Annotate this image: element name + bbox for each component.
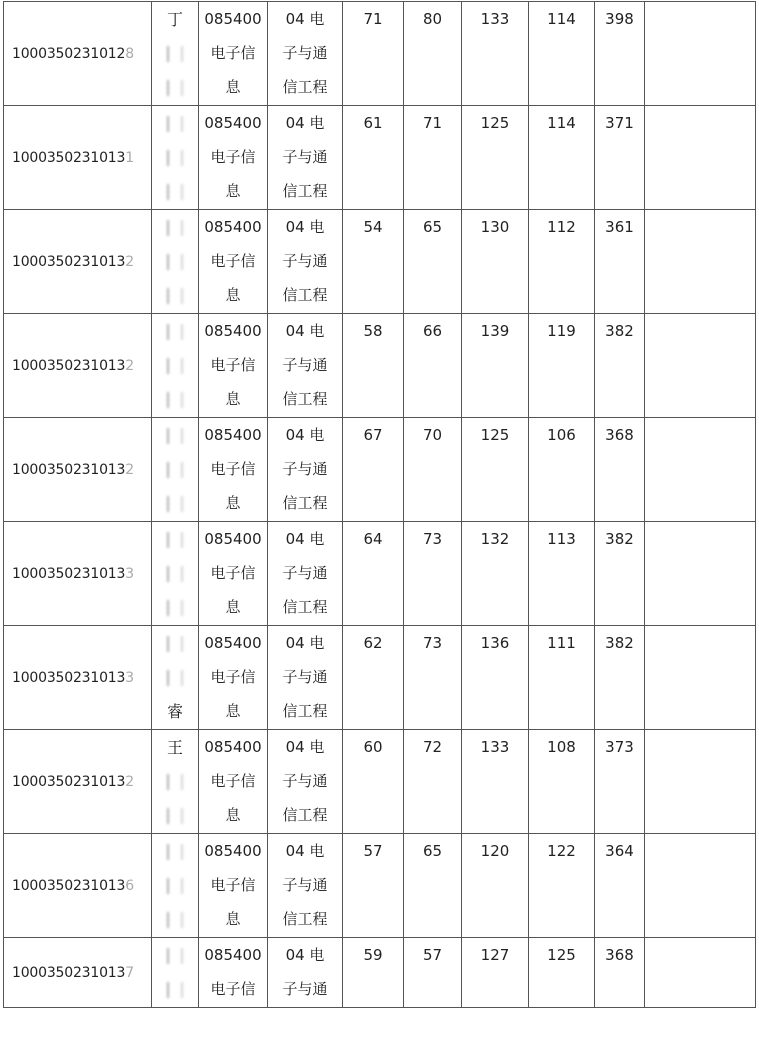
program-code-line: 息 [225, 598, 241, 616]
program-code-line: 息 [225, 286, 241, 304]
research-direction-line: 04 电 [285, 10, 325, 28]
candidate-id [4, 314, 152, 418]
research-direction-line: 信工程 [282, 286, 328, 304]
score-math: 130 [462, 210, 529, 314]
score-table [3, 1, 756, 1008]
program-code-line: 085400 [204, 842, 262, 860]
redacted-mark [167, 566, 183, 582]
redacted-mark [167, 670, 183, 686]
score-professional: 114 [529, 2, 595, 106]
remark-cell [645, 730, 756, 834]
redacted-mark [167, 428, 183, 444]
score-politics: 64 [343, 522, 404, 626]
redacted-mark [167, 636, 183, 652]
score-math: 133 [462, 730, 529, 834]
score-politics: 59 [343, 938, 404, 1008]
candidate-name [152, 938, 199, 1008]
program-code-line: 电子信 [210, 772, 256, 790]
redacted-mark [167, 80, 183, 96]
redacted-mark [167, 220, 183, 236]
table-body [4, 2, 756, 1008]
redacted-mark [167, 46, 183, 62]
redacted-mark [167, 844, 183, 860]
research-direction-line: 子与通 [282, 668, 328, 686]
program-code-line: 息 [225, 910, 241, 928]
score-politics: 58 [343, 314, 404, 418]
score-english: 65 [404, 210, 462, 314]
candidate-name [152, 106, 199, 210]
redacted-mark [167, 948, 183, 964]
candidate-id-tail: 7 [125, 964, 134, 981]
candidate-id [4, 2, 152, 106]
name-char [152, 383, 198, 417]
research-direction-line: 04 电 [285, 738, 325, 756]
name-char [152, 107, 198, 141]
research-direction-line: 子与通 [282, 980, 328, 998]
name-char [152, 245, 198, 279]
research-direction [268, 522, 343, 626]
score-total: 361 [595, 210, 645, 314]
remark-cell [645, 938, 756, 1008]
candidate-id-text: 1000350231013 [12, 565, 126, 582]
research-direction-line: 子与通 [282, 876, 328, 894]
score-professional: 119 [529, 314, 595, 418]
candidate-id [4, 834, 152, 938]
candidate-id-text: 1000350231013 [12, 149, 126, 166]
program-code-line: 电子信 [210, 980, 256, 998]
research-direction-line: 04 电 [285, 322, 325, 340]
candidate-id [4, 418, 152, 522]
score-professional: 112 [529, 210, 595, 314]
research-direction-line: 04 电 [285, 530, 325, 548]
remark-cell [645, 418, 756, 522]
redacted-mark [167, 496, 183, 512]
name-char [152, 453, 198, 487]
program-code [199, 522, 268, 626]
program-code-line: 电子信 [210, 252, 256, 270]
score-english: 80 [404, 2, 462, 106]
remark-cell [645, 210, 756, 314]
candidate-id-tail: 2 [125, 253, 134, 270]
name-char: 睿 [166, 702, 183, 721]
program-code-line: 息 [225, 390, 241, 408]
program-code [199, 730, 268, 834]
candidate-id-tail: 3 [125, 565, 134, 582]
research-direction-line: 04 电 [285, 946, 325, 964]
program-code [199, 106, 268, 210]
score-math: 125 [462, 418, 529, 522]
research-direction-line: 信工程 [282, 390, 328, 408]
candidate-name [152, 210, 199, 314]
redacted-mark [167, 462, 183, 478]
name-char [152, 279, 198, 313]
program-code-line: 085400 [204, 530, 262, 548]
candidate-id [4, 106, 152, 210]
candidate-id [4, 626, 152, 730]
remark-cell [645, 2, 756, 106]
score-professional: 113 [529, 522, 595, 626]
program-code-line: 085400 [204, 426, 262, 444]
score-english: 66 [404, 314, 462, 418]
research-direction [268, 834, 343, 938]
research-direction-line: 04 电 [285, 634, 325, 652]
program-code-line: 085400 [204, 322, 262, 340]
candidate-id-text: 1000350231013 [12, 357, 126, 374]
score-english: 70 [404, 418, 462, 522]
candidate-name [152, 2, 199, 106]
name-char: 丁 [166, 10, 183, 29]
program-code-line: 电子信 [210, 668, 256, 686]
score-math: 127 [462, 938, 529, 1008]
score-total: 371 [595, 106, 645, 210]
research-direction-line: 子与通 [282, 148, 328, 166]
research-direction [268, 314, 343, 418]
research-direction-line: 04 电 [285, 842, 325, 860]
research-direction-line: 04 电 [285, 218, 325, 236]
score-total: 382 [595, 522, 645, 626]
candidate-id [4, 210, 152, 314]
score-english: 72 [404, 730, 462, 834]
candidate-name [152, 730, 199, 834]
research-direction-line: 子与通 [282, 356, 328, 374]
research-direction [268, 730, 343, 834]
candidate-id-tail: 8 [125, 45, 134, 62]
name-char [152, 315, 198, 349]
program-code-line: 085400 [204, 218, 262, 236]
program-code-line: 电子信 [210, 564, 256, 582]
research-direction [268, 2, 343, 106]
program-code [199, 626, 268, 730]
research-direction-line: 04 电 [285, 114, 325, 132]
candidate-id [4, 522, 152, 626]
name-char [152, 591, 198, 625]
program-code [199, 2, 268, 106]
name-char [152, 973, 198, 1007]
redacted-mark [167, 774, 183, 790]
name-char [152, 627, 198, 661]
score-professional: 106 [529, 418, 595, 522]
redacted-mark [167, 116, 183, 132]
candidate-name [152, 418, 199, 522]
program-code-line: 085400 [204, 114, 262, 132]
name-char: 王 [166, 738, 183, 757]
name-char [152, 903, 198, 937]
score-math: 120 [462, 834, 529, 938]
program-code-line: 085400 [204, 634, 262, 652]
candidate-id-tail: 2 [125, 773, 134, 790]
research-direction-line: 信工程 [282, 494, 328, 512]
name-char [152, 557, 198, 591]
name-char [152, 141, 198, 175]
table-row [4, 2, 756, 106]
table-row [4, 730, 756, 834]
program-code-line: 息 [225, 702, 241, 720]
research-direction-line: 子与通 [282, 44, 328, 62]
redacted-mark [167, 878, 183, 894]
score-math: 133 [462, 2, 529, 106]
name-char [152, 419, 198, 453]
research-direction-line: 子与通 [282, 772, 328, 790]
program-code [199, 938, 268, 1008]
name-char [152, 487, 198, 521]
score-total: 382 [595, 626, 645, 730]
redacted-mark [167, 600, 183, 616]
remark-cell [645, 626, 756, 730]
research-direction-line: 信工程 [282, 806, 328, 824]
program-code-line: 电子信 [210, 148, 256, 166]
table-row [4, 210, 756, 314]
remark-cell [645, 314, 756, 418]
score-politics: 54 [343, 210, 404, 314]
program-code-line: 息 [225, 182, 241, 200]
score-politics: 62 [343, 626, 404, 730]
score-english: 73 [404, 626, 462, 730]
program-code-line: 息 [225, 78, 241, 96]
table-row [4, 522, 756, 626]
candidate-id [4, 730, 152, 834]
score-english: 65 [404, 834, 462, 938]
score-professional: 125 [529, 938, 595, 1008]
program-code [199, 210, 268, 314]
score-politics: 60 [343, 730, 404, 834]
name-char [152, 71, 198, 105]
score-total: 364 [595, 834, 645, 938]
research-direction [268, 210, 343, 314]
table-row [4, 106, 756, 210]
score-total: 368 [595, 418, 645, 522]
candidate-name [152, 522, 199, 626]
candidate-id-tail: 2 [125, 461, 134, 478]
score-english: 73 [404, 522, 462, 626]
score-politics: 71 [343, 2, 404, 106]
research-direction-line: 子与通 [282, 564, 328, 582]
score-math: 125 [462, 106, 529, 210]
candidate-id-tail: 6 [125, 877, 134, 894]
table-row [4, 938, 756, 1008]
research-direction [268, 938, 343, 1008]
research-direction-line: 04 电 [285, 426, 325, 444]
research-direction-line: 信工程 [282, 910, 328, 928]
redacted-mark [167, 324, 183, 340]
remark-cell [645, 522, 756, 626]
score-professional: 114 [529, 106, 595, 210]
program-code-line: 息 [225, 806, 241, 824]
program-code [199, 834, 268, 938]
redacted-mark [167, 912, 183, 928]
name-char [152, 835, 198, 869]
redacted-mark [167, 808, 183, 824]
table-row [4, 314, 756, 418]
research-direction-line: 信工程 [282, 182, 328, 200]
score-total: 382 [595, 314, 645, 418]
name-char [152, 349, 198, 383]
name-char [152, 37, 198, 71]
program-code-line: 电子信 [210, 356, 256, 374]
score-english: 71 [404, 106, 462, 210]
program-code-line: 息 [225, 494, 241, 512]
remark-cell [645, 106, 756, 210]
score-total: 368 [595, 938, 645, 1008]
table-row [4, 418, 756, 522]
redacted-mark [167, 358, 183, 374]
redacted-mark [167, 184, 183, 200]
name-char [152, 661, 198, 695]
score-professional: 108 [529, 730, 595, 834]
research-direction-line: 子与通 [282, 460, 328, 478]
name-char [152, 869, 198, 903]
program-code-line: 085400 [204, 10, 262, 28]
candidate-name [152, 626, 199, 730]
program-code-line: 电子信 [210, 44, 256, 62]
candidate-id-tail: 3 [125, 669, 134, 686]
redacted-mark [167, 150, 183, 166]
score-professional: 122 [529, 834, 595, 938]
score-politics: 61 [343, 106, 404, 210]
table-row [4, 834, 756, 938]
score-professional: 111 [529, 626, 595, 730]
name-char [152, 939, 198, 973]
name-char [152, 765, 198, 799]
candidate-id-text: 1000350231013 [12, 877, 126, 894]
table-row [4, 626, 756, 730]
score-total: 373 [595, 730, 645, 834]
score-politics: 67 [343, 418, 404, 522]
redacted-mark [167, 532, 183, 548]
candidate-name [152, 834, 199, 938]
score-total: 398 [595, 2, 645, 106]
name-char [152, 523, 198, 557]
score-english: 57 [404, 938, 462, 1008]
research-direction [268, 106, 343, 210]
research-direction [268, 626, 343, 730]
redacted-mark [167, 982, 183, 998]
redacted-mark [167, 254, 183, 270]
research-direction-line: 信工程 [282, 702, 328, 720]
name-char [152, 175, 198, 209]
score-math: 139 [462, 314, 529, 418]
candidate-name [152, 314, 199, 418]
score-math: 132 [462, 522, 529, 626]
candidate-id-text: 1000350231012 [12, 45, 126, 62]
program-code-line: 085400 [204, 946, 262, 964]
redacted-mark [167, 392, 183, 408]
program-code [199, 418, 268, 522]
score-math: 136 [462, 626, 529, 730]
candidate-id-text: 1000350231013 [12, 773, 126, 790]
research-direction-line: 子与通 [282, 252, 328, 270]
candidate-id-text: 1000350231013 [12, 669, 126, 686]
candidate-id-text: 1000350231013 [12, 253, 126, 270]
candidate-id-text: 1000350231013 [12, 461, 126, 478]
score-politics: 57 [343, 834, 404, 938]
redacted-mark [167, 288, 183, 304]
remark-cell [645, 834, 756, 938]
candidate-id [4, 938, 152, 1008]
program-code [199, 314, 268, 418]
candidate-id-tail: 2 [125, 357, 134, 374]
program-code-line: 电子信 [210, 460, 256, 478]
name-char [152, 211, 198, 245]
program-code-line: 电子信 [210, 876, 256, 894]
research-direction-line: 信工程 [282, 78, 328, 96]
research-direction [268, 418, 343, 522]
research-direction-line: 信工程 [282, 598, 328, 616]
program-code-line: 085400 [204, 738, 262, 756]
candidate-id-tail: 1 [125, 149, 134, 166]
candidate-id-text: 1000350231013 [12, 964, 126, 981]
name-char [152, 799, 198, 833]
